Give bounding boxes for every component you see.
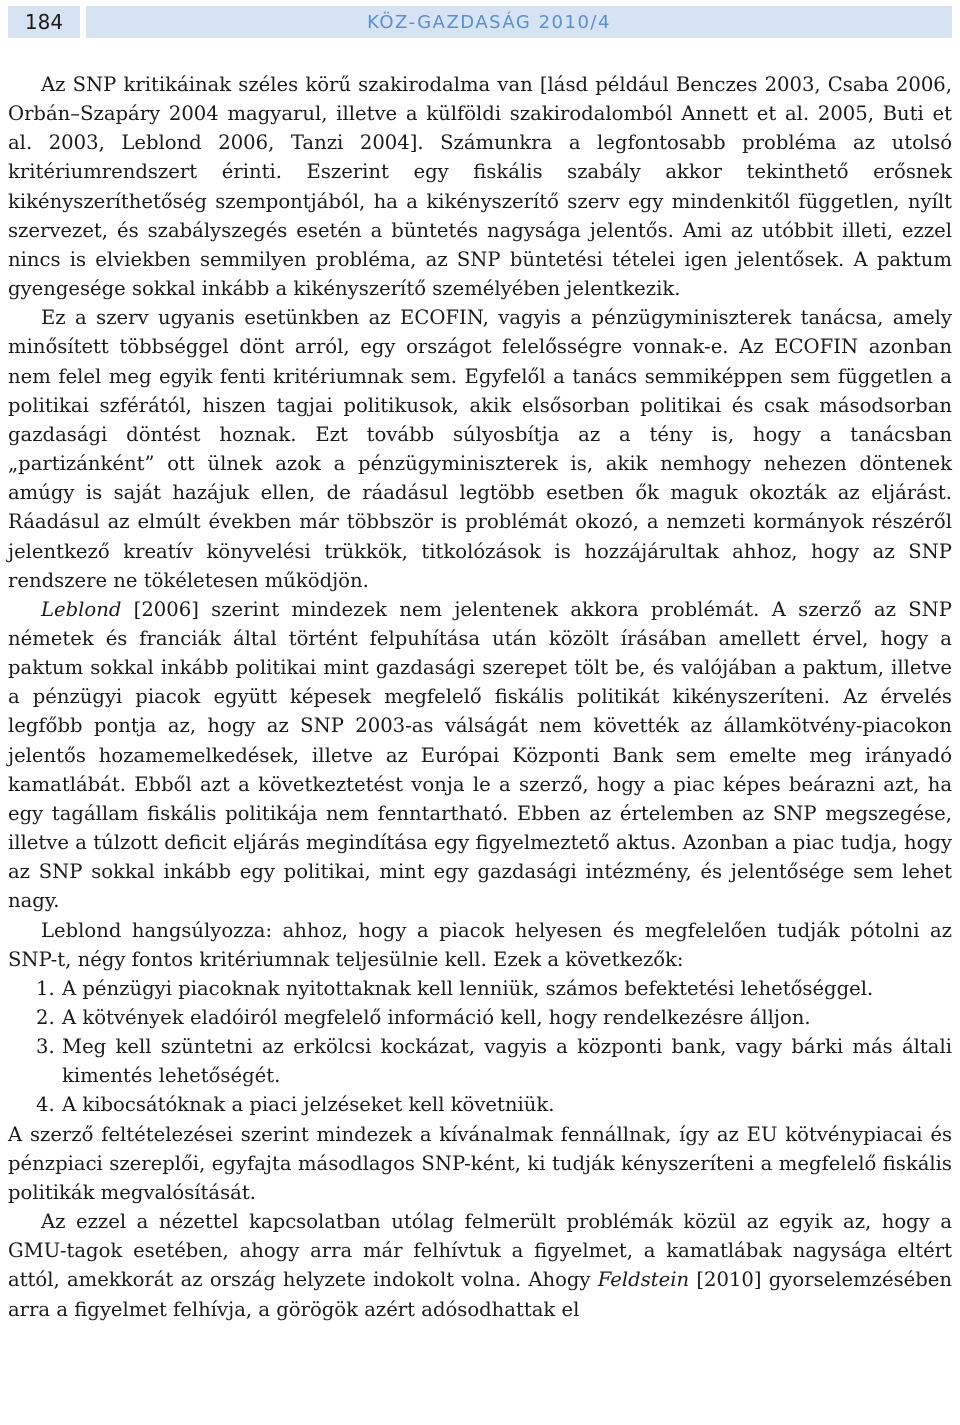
list-item-number: 1. <box>36 976 55 1000</box>
list-item-number: 4. <box>36 1093 55 1117</box>
paragraph-5: A szerző feltételezései szerint mindezek a kívánalmak fennállnak, így az EU kötvénypiacai és pénzpiaci szereplői, egyfajta másodlagos SNP-ként, ki tudják kényszeríteni a megfelelő fiskális politikák megvalósítását. <box>8 1122 952 1204</box>
list-item-text: A pénzügyi piacoknak nyitottaknak kell lenniük, számos befektetési lehetőséggel. <box>62 976 874 1000</box>
paragraph-3-text: [2006] szerint mindezek nem jelentenek akkora problémát. A szerző az SNP németek és franciák által történt felpuhítása után közölt írásában amellett érvel, hogy a paktum sokkal inkább politikai mint gazdasági szerepet tölt be, és valójában a paktum, illetve a pénzügyi piacok együtt képesek megfelelő fiskális politikát kikényszeríteni. Az érvelés legfőbb pontja az, hogy az SNP 2003-as válságát nem követték az államkötvény-piacokon jelentős hozamemelkedések, illetve az Európai Központi Bank sem emelte meg irányadó kamatlábát. Ebből azt a következtetést vonja le a szerző, hogy a piac képes beárazni azt, ha egy tagállam fiskális politikája nem fenntartható. Ebben az értelemben az SNP megszegése, illetve a túlzott deficit eljárás megindítása egy figyelmeztető aktus. Azonban a piac tudja, hogy az SNP sokkal inkább egy politikai, mint egy gazdasági intézmény, és jelentősége sem lehet nagy. <box>8 597 952 913</box>
page-number: 184 <box>8 6 80 38</box>
article-body <box>8 70 952 1324</box>
list-item-number: 2. <box>36 1006 55 1029</box>
list-item <box>8 1032 952 1090</box>
list-item <box>8 1003 952 1032</box>
author-leblond: Leblond <box>41 597 122 621</box>
paragraph-4: Leblond hangsúlyozza: ahhoz, hogy a piacok helyesen és megfelelően tudják pótolni az SNP-t, négy fontos kritériumnak teljesülnie kell. Ezek a következők: <box>8 918 952 971</box>
paragraph-3 <box>8 595 952 916</box>
list-item-number: 3. <box>36 1035 55 1059</box>
list-item-text: A kibocsátóknak a piaci jelzéseket kell követniük. <box>62 1093 555 1117</box>
list-item-text: A kötvények eladóiról megfelelő információ kell, hogy rendelkezésre álljon. <box>62 1006 811 1029</box>
author-feldstein: Feldstein <box>597 1268 690 1292</box>
page-header <box>8 6 952 38</box>
list-item-text: Meg kell szüntetni az erkölcsi kockázat, vagyis a központi bank, vagy bárki más általi kimentés lehetőségét. <box>62 1035 952 1088</box>
journal-title: KÖZ-GAZDASÁG 2010/4 <box>86 6 952 38</box>
criteria-list <box>8 974 952 1120</box>
list-item <box>8 1090 952 1119</box>
paragraph-6-start: Az ezzel a nézettel kapcsolatban utólag felmerült problémák közül az egyik az, hogy a GMU-tagok esetében, ahogy arra már felhívtuk a figyelmet, a kamatlábak nagysága eltért attól, amekkorát az ország helyzete indokolt volna. Ahogy <box>8 1210 952 1292</box>
paragraph-2: Ez a szerv ugyanis esetünkben az ECOFIN, vagyis a pénzügyminiszterek tanácsa, amely minősített többséggel dönt arról, egy országot felelősségre vonnak-e. Az ECOFIN azonban nem felel meg egyik fenti kritériumnak sem. Egyfelől a tanács semmiképpen sem független a politikai szférától, hiszen tagjai politikusok, akik elsősorban politikai és csak másodsorban gazdasági döntést hoznak. Ezt tovább súlyosbítja az a tény is, hogy a tanácsban „partizánként” ott ülnek azok a pénzügyminiszterek is, akik nemhogy nehezen döntenek amúgy is saját hazájuk ellen, de ráadásul legtöbb esetben ők maguk okozták az eljárást. Ráadásul az elmúlt években már többször is problémát okozó, a nemzeti kormányok részéről jelentkező kreatív könyvelési trükkök, titkolózások is hozzájárultak ahhoz, hogy az SNP rendszere ne tökéletesen működjön. <box>8 306 952 592</box>
paragraph-6 <box>8 1207 952 1324</box>
list-item <box>8 974 952 1003</box>
paragraph-6-end: [2010] gyorselemzésében arra a figyelmet felhívja, a görögök azért adósodhattak el <box>8 1268 952 1321</box>
paragraph-1: Az SNP kritikáinak széles körű szakirodalma van [lásd például Benczes 2003, Csaba 2006, Orbán–Szapáry 2004 magyarul, illetve a külföldi szakirodalomból Annett et al. 2005, Buti et al. 2003, Leblond 2006, Tanzi 2004]. Számunkra a legfontosabb probléma az utolsó kritériumrendszert érinti. Eszerint egy fiskális szabály akkor tekinthető erősnek kikényszeríthetőség szempontjából, ha a kikényszerítő szerv egy mindenkitől független, nyílt szervezet, és szabályszegés esetén a büntetés nagysága jelentős. Ami az utóbbit illeti, ezzel nincs is elviekben semmilyen probléma, az SNP büntetési tételei igen jelentősek. A paktum gyengesége sokkal inkább a kikényszerítő személyében jelentkezik. <box>8 73 952 301</box>
